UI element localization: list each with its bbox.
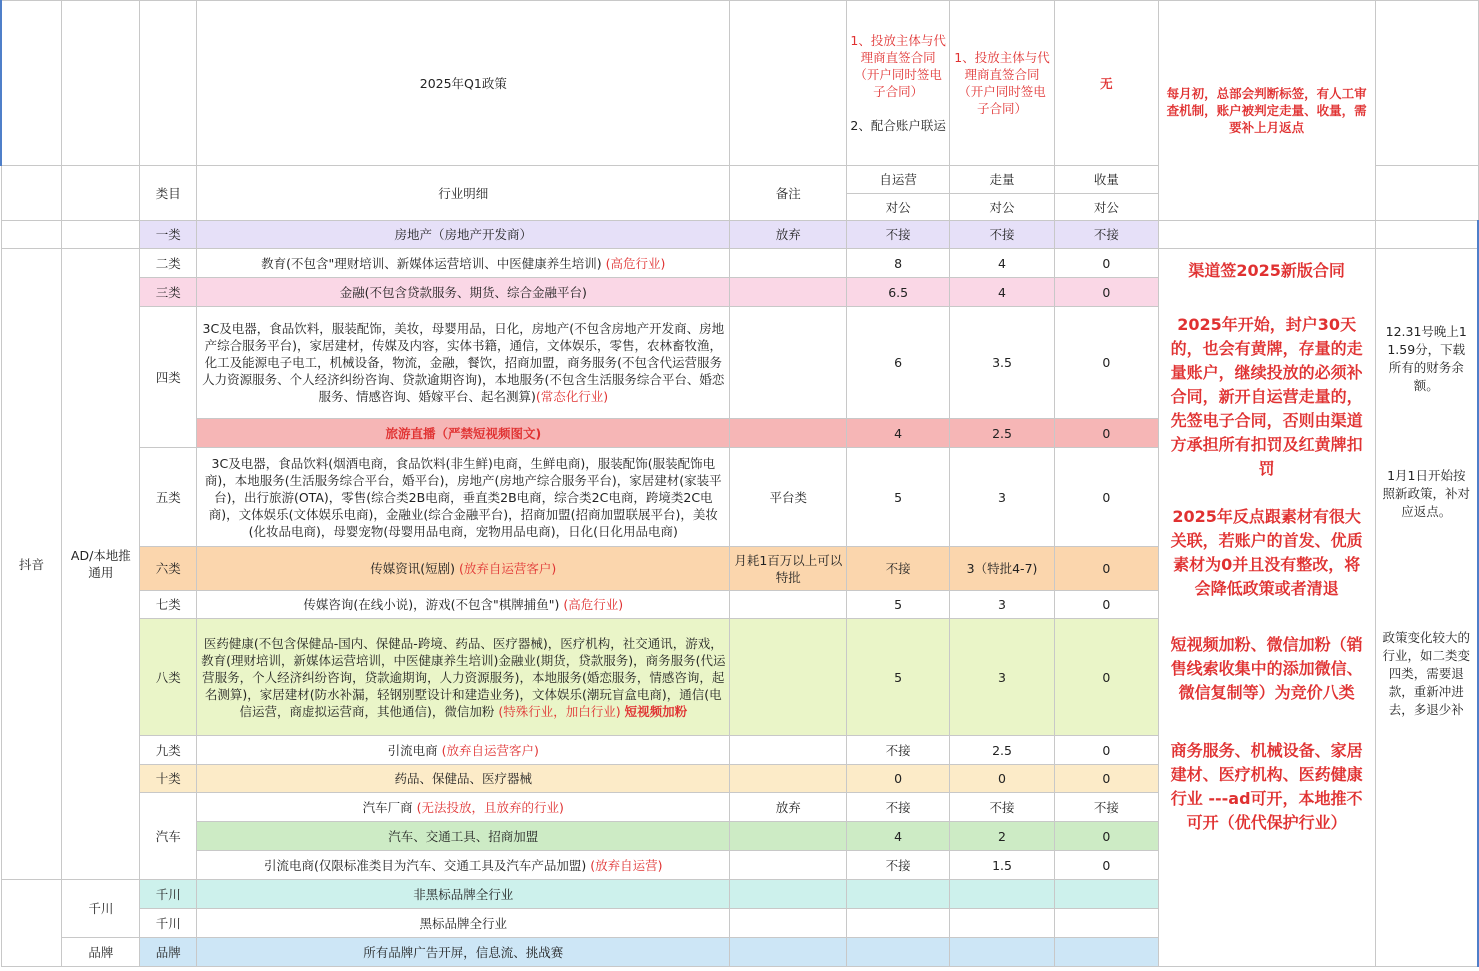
remark-cell[interactable] (730, 619, 847, 736)
self-ops-value[interactable] (847, 938, 950, 967)
traffic-value[interactable]: 3 (950, 619, 1055, 736)
volume-value[interactable]: 0 (1054, 249, 1158, 278)
traffic-value[interactable] (950, 880, 1055, 909)
remark-cell[interactable]: 月耗1百万以上可以特批 (730, 547, 847, 591)
col-self-ops[interactable]: 自运营 (847, 166, 950, 194)
volume-value[interactable]: 0 (1054, 307, 1158, 419)
industry-cell[interactable]: 药品、保健品、医疗器械 (197, 765, 730, 793)
traffic-value[interactable]: 2.5 (950, 419, 1055, 448)
blank-cell[interactable] (62, 221, 140, 249)
category-cell[interactable]: 品牌 (140, 938, 197, 967)
side-notes-column (1375, 249, 1478, 967)
self-ops-value[interactable]: 不接 (847, 851, 950, 880)
traffic-value[interactable]: 不接 (950, 793, 1055, 822)
self-ops-value[interactable]: 5 (847, 619, 950, 736)
sub-public[interactable]: 对公 (950, 194, 1055, 221)
blank-cell[interactable] (1, 1, 62, 166)
remark-cell[interactable] (730, 736, 847, 765)
industry-cell[interactable]: 黑标品牌全行业 (197, 909, 730, 938)
remark-cell[interactable] (730, 880, 847, 909)
self-ops-value[interactable]: 不接 (847, 793, 950, 822)
self-ops-value[interactable]: 4 (847, 419, 950, 448)
self-ops-value[interactable]: 不接 (847, 736, 950, 765)
notes-column (1158, 249, 1375, 967)
remark-cell[interactable] (730, 938, 847, 967)
blank-cell[interactable] (140, 1, 197, 166)
industry-cell[interactable]: 教育(不包含"理财培训、新媒体运营培训、中医健康养生培训) (高危行业) (197, 249, 730, 278)
blank-cell[interactable] (730, 1, 847, 166)
table-row (1, 221, 1478, 249)
blank-cell[interactable] (1375, 1, 1478, 166)
volume-value[interactable] (1054, 909, 1158, 938)
self-ops-value[interactable] (847, 880, 950, 909)
volume-value[interactable] (1054, 880, 1158, 909)
category-cell[interactable]: 八类 (140, 619, 197, 736)
blank-cell[interactable] (1, 166, 62, 221)
industry-cell[interactable]: 所有品牌广告开屏，信息流、挑战赛 (197, 938, 730, 967)
remark-cell[interactable] (730, 909, 847, 938)
platform-douyin[interactable]: 抖音 (1, 249, 62, 880)
volume-value[interactable]: 0 (1054, 591, 1158, 619)
industry-cell[interactable]: 3C及电器，食品饮料，服装配饰，美妆，母婴用品，日化，房地产(不包含房地产开发商、房地产综合服务平台)，家居建材，传媒及内容，实体书籍，通信，文体娱乐，零售，农林畜牧渔，化工及能源电子电工，机械设备，物流，金融，餐饮，招商加盟，商务服务(不包含代运营服务人力资源服务、个人经济纠纷咨询、贷款逾期咨询)，本地服务(不包含生活服务综合平台、婚恋服务、情感咨询、婚嫁平台、起名测算)(常态化行业) (197, 307, 730, 419)
volume-value[interactable] (1054, 938, 1158, 967)
industry-cell[interactable]: 3C及电器，食品饮料(烟酒电商，食品饮料(非生鲜)电商，生鲜电商)，服装配饰(服装配饰电商)，本地服务(生活服务综合平台，婚平台)，房地产(房地产综合服务平台)，家居建材(家装平台)，出行旅游(OTA)，零售(综合类2B电商，垂直类2B电商，综合类2C电商，跨境类2C电商)，文体娱乐(文体娱乐电商)，金融业(综合金融平台)，招商加盟(招商加盟联展平台)，美妆(化妆品电商)，母婴宠物(母婴用品电商，宠物用品电商)，日化(日化用品电商) (197, 448, 730, 547)
category-cell[interactable]: 十类 (140, 765, 197, 793)
remark-cell[interactable]: 放弃 (730, 793, 847, 822)
remark-cell[interactable] (730, 419, 847, 448)
remark-cell[interactable]: 放弃 (730, 221, 847, 249)
industry-cell[interactable]: 房地产（房地产开发商） (197, 221, 730, 249)
side-note-change[interactable]: 政策变化较大的行业，如二类变四类，需要退款，重新冲进去，多退少补 (1382, 630, 1471, 717)
sub-public[interactable]: 对公 (1054, 194, 1158, 221)
col-traffic[interactable]: 走量 (950, 166, 1055, 194)
self-ops-value[interactable]: 5 (847, 448, 950, 547)
blank-cell[interactable] (1375, 166, 1478, 221)
category-cell[interactable]: 一类 (140, 221, 197, 249)
category-cell[interactable]: 千川 (140, 909, 197, 938)
self-ops-value[interactable]: 0 (847, 765, 950, 793)
traffic-value[interactable] (950, 938, 1055, 967)
volume-value[interactable]: 0 (1054, 851, 1158, 880)
blank-cell[interactable] (1375, 221, 1478, 249)
industry-cell[interactable]: 医药健康(不包含保健品-国内、保健品-跨境、药品、医疗器械)，医疗机构，社交通讯，游戏，教育(理财培训，新媒体运营培训，中医健康养生培训)金融业(期货，贷款服务)，商务服务(代运营服务，个人经济纠纷咨询，贷款逾期询，人力资源服务)，本地服务(婚恋服务，情感咨询，起名测算)，家居建材(防水补漏，轻钢别墅设计和建造业务)，文体娱乐(潮玩盲盒电商)，通信(电信运营，商虚拟运营商，其他通信)，微信加粉 (特殊行业，加白行业) 短视频加粉 (197, 619, 730, 736)
remark-cell[interactable] (730, 822, 847, 851)
blank-cell[interactable] (62, 1, 140, 166)
note-business[interactable]: 商务服务、机械设备、家居建材、医疗机构、医药健康行业 ---ad可开，本地推不可开（优代保护行业） (1170, 741, 1363, 832)
note-contract[interactable]: 渠道签2025新版合同 (1188, 261, 1345, 280)
industry-cell[interactable]: 汽车、交通工具、招商加盟 (197, 822, 730, 851)
traffic-value[interactable]: 3（特批4-7) (950, 547, 1055, 591)
remark-cell[interactable] (730, 591, 847, 619)
traffic-value[interactable]: 2.5 (950, 736, 1055, 765)
volume-value[interactable]: 0 (1054, 547, 1158, 591)
remark-cell[interactable] (730, 851, 847, 880)
remark-cell[interactable] (730, 249, 847, 278)
policy-volume[interactable]: 无 (1054, 1, 1158, 166)
category-cell[interactable]: 五类 (140, 448, 197, 547)
side-note-0101[interactable]: 1月1日开始按照新政策，补对应返点。 (1382, 468, 1471, 519)
industry-cell[interactable]: 传媒咨询(在线小说)，游戏(不包含"棋牌捕鱼") (高危行业) (197, 591, 730, 619)
category-cell[interactable]: 七类 (140, 591, 197, 619)
industry-cell[interactable]: 金融(不包含贷款服务、期货、综合金融平台) (197, 278, 730, 307)
col-category[interactable]: 类目 (140, 166, 197, 221)
self-ops-value[interactable]: 6.5 (847, 278, 950, 307)
volume-value[interactable]: 0 (1054, 619, 1158, 736)
category-cell[interactable]: 二类 (140, 249, 197, 278)
note-short-video[interactable]: 短视频加粉、微信加粉（销售线索收集中的添加微信、微信复制等）为竞价八类 (1170, 635, 1363, 702)
col-industry[interactable]: 行业明细 (197, 166, 730, 221)
traffic-value[interactable]: 3.5 (950, 307, 1055, 419)
note-monthly[interactable]: 每月初，总部会判断标签，有人工审查机制，账户被判定走量、收量，需要补上月返点 (1158, 1, 1375, 221)
category-cell[interactable]: 四类 (140, 307, 197, 448)
platform-brand[interactable]: 品牌 (62, 938, 140, 967)
category-cell[interactable]: 九类 (140, 736, 197, 765)
note-rebate[interactable]: 2025年反点跟素材有很大关联，若账户的首发、优质素材为0并且没有整改，将会降低政策或者清退 (1170, 507, 1363, 598)
industry-cell[interactable]: 引流电商(仅限标准类目为汽车、交通工具及汽车产品加盟) (放弃自运营) (197, 851, 730, 880)
traffic-value[interactable]: 0 (950, 765, 1055, 793)
blank-cell[interactable] (1158, 221, 1375, 249)
self-ops-value[interactable]: 不接 (847, 221, 950, 249)
industry-cell[interactable]: 非黑标品牌全行业 (197, 880, 730, 909)
side-note-1231[interactable]: 12.31号晚上11.59分，下载所有的财务余额。 (1385, 324, 1467, 393)
self-ops-value[interactable]: 4 (847, 822, 950, 851)
industry-cell[interactable]: 汽车厂商 (无法投放，且放弃的行业) (197, 793, 730, 822)
note-ban[interactable]: 2025年开始，封户30天的，也会有黄牌，存量的走量账户，继续投放的必须补合同，新开自运营走量的，先签电子合同，否则由渠道方承担所有扣罚及红黄牌扣罚 (1170, 315, 1363, 478)
volume-value[interactable]: 0 (1054, 419, 1158, 448)
industry-cell[interactable]: 引流电商 (放弃自运营客户) (197, 736, 730, 765)
traffic-value[interactable]: 4 (950, 278, 1055, 307)
industry-cell[interactable]: 旅游直播（严禁短视频图文) (197, 419, 730, 448)
volume-value[interactable]: 0 (1054, 765, 1158, 793)
category-cell[interactable]: 汽车 (140, 793, 197, 880)
industry-cell[interactable]: 传媒资讯(短剧) (放弃自运营客户) (197, 547, 730, 591)
volume-value[interactable]: 不接 (1054, 793, 1158, 822)
volume-value[interactable]: 不接 (1054, 221, 1158, 249)
policy-traffic[interactable]: 1、投放主体与代理商直签合同（开户同时签电子合同） (950, 1, 1055, 166)
header-policy-row (1, 1, 1478, 166)
self-ops-value[interactable]: 5 (847, 591, 950, 619)
sub-public[interactable]: 对公 (847, 194, 950, 221)
remark-cell[interactable] (730, 765, 847, 793)
remark-cell[interactable]: 平台类 (730, 448, 847, 547)
remark-cell[interactable] (730, 278, 847, 307)
traffic-value[interactable]: 4 (950, 249, 1055, 278)
traffic-value[interactable]: 1.5 (950, 851, 1055, 880)
blank-cell[interactable] (1, 221, 62, 249)
volume-value[interactable]: 0 (1054, 448, 1158, 547)
category-cell[interactable]: 六类 (140, 547, 197, 591)
remark-cell[interactable] (730, 307, 847, 419)
traffic-value[interactable]: 2 (950, 822, 1055, 851)
traffic-value[interactable] (950, 909, 1055, 938)
col-volume[interactable]: 收量 (1054, 166, 1158, 194)
table-row (1, 249, 1478, 278)
blank-cell[interactable] (62, 166, 140, 221)
policy-self-ops[interactable]: 1、投放主体与代理商直签合同（开户同时签电子合同） 2、配合账户联运 (847, 1, 950, 166)
blank-cell[interactable] (1, 880, 62, 967)
category-cell[interactable]: 千川 (140, 880, 197, 909)
volume-value[interactable]: 0 (1054, 822, 1158, 851)
self-ops-value[interactable]: 不接 (847, 547, 950, 591)
volume-value[interactable]: 0 (1054, 278, 1158, 307)
category-cell[interactable]: 三类 (140, 278, 197, 307)
traffic-value[interactable]: 不接 (950, 221, 1055, 249)
platform-ad-local[interactable]: AD/本地推通用 (62, 249, 140, 880)
self-ops-value[interactable] (847, 909, 950, 938)
page-title[interactable]: 2025年Q1政策 (197, 1, 730, 166)
self-ops-value[interactable]: 8 (847, 249, 950, 278)
platform-qianchuan[interactable]: 千川 (62, 880, 140, 938)
traffic-value[interactable]: 3 (950, 591, 1055, 619)
traffic-value[interactable]: 3 (950, 448, 1055, 547)
volume-value[interactable]: 0 (1054, 736, 1158, 765)
col-remark[interactable]: 备注 (730, 166, 847, 221)
self-ops-value[interactable]: 6 (847, 307, 950, 419)
